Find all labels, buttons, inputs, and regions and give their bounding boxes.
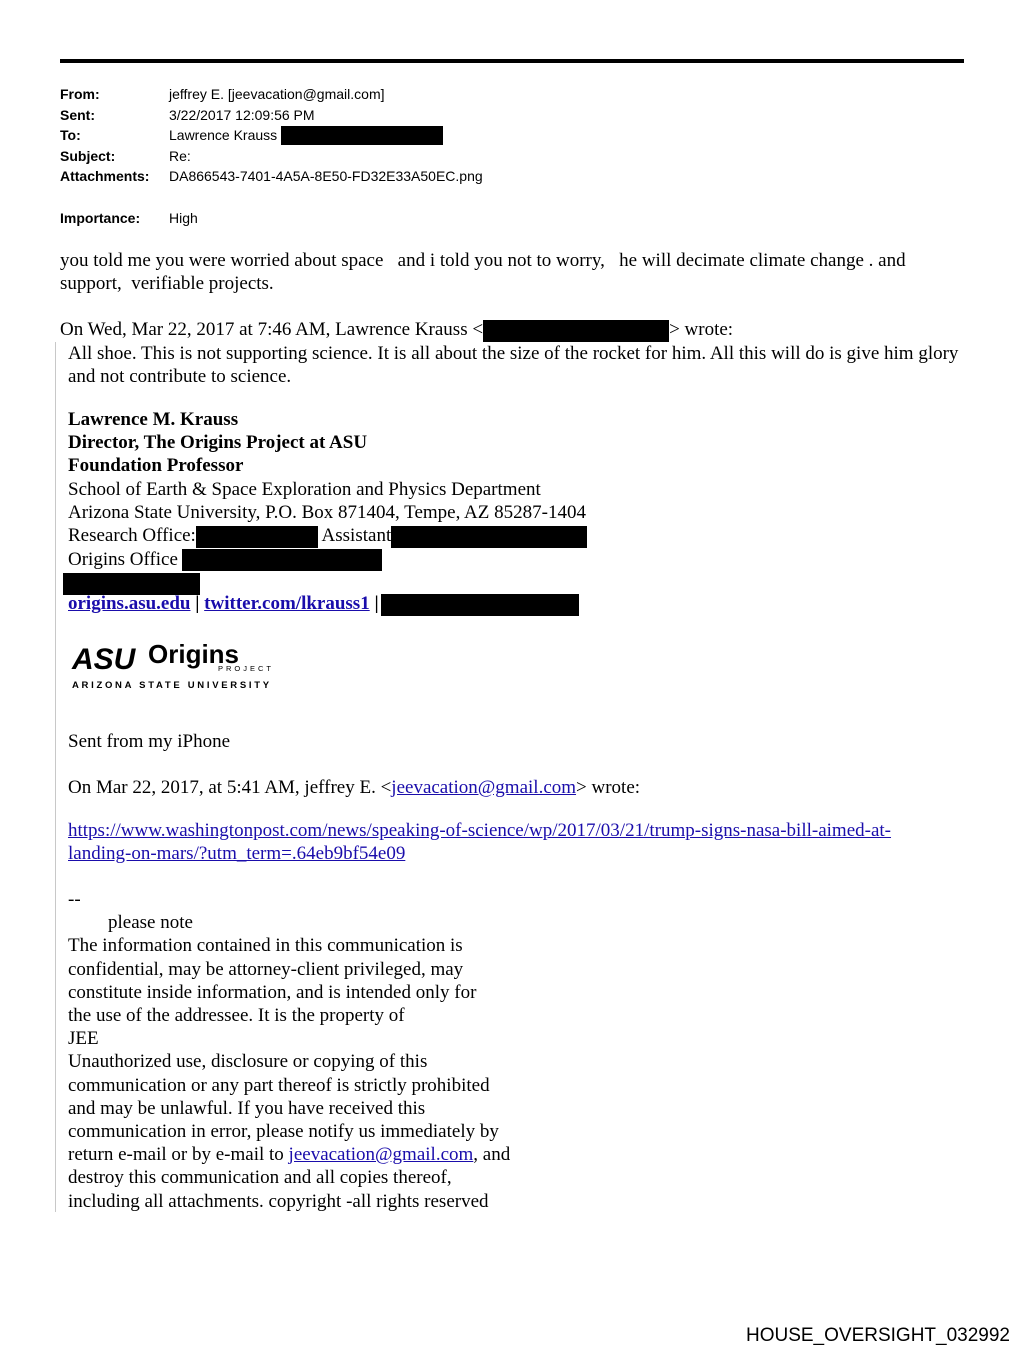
assistant-label: Assistant [321, 525, 392, 547]
disclaimer-line: communication in error, please notify us immediately by [68, 1121, 499, 1143]
sent-from-iphone: Sent from my iPhone [68, 731, 231, 752]
origins-link[interactable]: origins.asu.edu [68, 593, 191, 614]
redaction [196, 526, 318, 548]
redaction [483, 320, 669, 342]
sig-research-row [68, 524, 587, 548]
link-separator: | [195, 593, 200, 614]
logo-university: ARIZONA STATE UNIVERSITY [72, 680, 272, 691]
to-value: Lawrence Krauss [169, 127, 278, 143]
disclaimer-line: confidential, may be attorney-client privileged, may [68, 958, 464, 980]
subject-label: Subject: [60, 147, 116, 164]
logo-asu: ASU [72, 643, 136, 676]
importance-label: Importance: [60, 209, 141, 226]
asu-origins-logo [70, 636, 280, 692]
disclaimer-line: communication or any part thereof is strictly prohibited [68, 1074, 490, 1096]
sent-value: 3/22/2017 12:09:56 PM [169, 106, 315, 123]
quoted-header-suffix: > wrote: [669, 319, 734, 340]
logo-origins: Origins [148, 639, 240, 669]
sig-links [68, 592, 579, 616]
signature [68, 408, 587, 595]
disclaimer-line: Unauthorized use, disclosure or copying of this [68, 1051, 428, 1073]
origins-label: Origins Office [68, 548, 178, 570]
disclaimer-line: and may be unlawful. If you have received this [68, 1097, 426, 1119]
disclaimer-line: including all attachments. copyright -all rights reserved [68, 1190, 489, 1212]
from-value: jeffrey E. [jeevacation@gmail.com] [169, 86, 385, 102]
on-mar-prefix: On Mar 22, 2017, at 5:41 AM, jeffrey E. < [68, 777, 392, 798]
attachments-value: DA866543-7401-4A5A-8E50-FD32E33A50EC.png [169, 168, 483, 184]
redaction [182, 549, 382, 571]
email-headers [60, 84, 483, 228]
article-url-line[interactable]: https://www.washingtonpost.com/news/speaking-of-science/wp/2017/03/21/trump-signs-nasa-bill-aimed-at- [68, 820, 892, 841]
to-label: To: [60, 127, 81, 143]
header-importance [60, 208, 483, 229]
article-url-line[interactable]: landing-on-mars/?utm_term=.64eb9bf54e09 [68, 843, 406, 865]
header-to [60, 125, 483, 146]
header-from [60, 84, 483, 105]
disclaimer-dashes: -- [68, 889, 81, 910]
sig-name: Lawrence M. Krauss [68, 409, 239, 430]
disclaimer-line: The information contained in this communication is [68, 935, 463, 957]
disclaimer-line: JEE [68, 1028, 99, 1050]
disclaimer-text: return e-mail or by e-mail to [68, 1144, 289, 1166]
quote-bar [55, 342, 56, 1212]
quoted-header [60, 318, 733, 342]
sig-dept: School of Earth & Space Exploration and Physics Department [68, 478, 541, 500]
research-label: Research Office: [68, 525, 196, 547]
redaction [381, 594, 579, 616]
attachments-label: Attachments: [60, 168, 150, 184]
disclaimer-text: , and [473, 1144, 511, 1166]
redaction [281, 126, 443, 145]
twitter-link[interactable]: twitter.com/lkrauss1 [204, 593, 370, 614]
article-url[interactable] [68, 819, 948, 865]
reply-line: support, verifiable projects. [60, 273, 274, 295]
sent-label: Sent: [60, 106, 95, 123]
sig-title: Foundation Professor [68, 455, 244, 477]
logo-project: PROJECT [218, 664, 275, 673]
quoted-message: All shoe. This is not supporting science. It is all about the size of the rocket for him. All this will do is give him glory and not contribute to science. [68, 343, 959, 388]
quoted-header-2 [68, 776, 640, 799]
importance-value: High [169, 209, 198, 226]
quoted-header-prefix: On Wed, Mar 22, 2017 at 7:46 AM, Lawrence Krauss < [60, 319, 484, 340]
email-link[interactable]: jeevacation@gmail.com [391, 777, 577, 798]
reply-line: you told me you were worried about space and i told you not to worry, he will decimate climate change . and [60, 250, 906, 271]
link-separator: | [374, 593, 379, 614]
sig-address: Arizona State University, P.O. Box 871404, Tempe, AZ 85287-1404 [68, 501, 586, 523]
from-label: From: [60, 86, 100, 102]
disclaimer-please-note: please note [108, 912, 193, 934]
disclaimer-line [68, 1143, 510, 1166]
disclaimer-line: the use of the addressee. It is the property of [68, 1005, 405, 1027]
subject-value: Re: [169, 147, 191, 164]
email-link[interactable]: jeevacation@gmail.com [288, 1144, 474, 1166]
disclaimer [68, 888, 510, 1213]
sig-title: Director, The Origins Project at ASU [68, 432, 368, 454]
top-rule [60, 59, 964, 63]
redaction [391, 526, 587, 548]
header-sent [60, 105, 483, 126]
bates-number: HOUSE_OVERSIGHT_032992 [745, 1325, 1010, 1346]
on-mar-suffix: > wrote: [576, 777, 641, 798]
header-attachments [60, 166, 483, 187]
disclaimer-line: constitute inside information, and is intended only for [68, 981, 477, 1003]
sig-origins-row [68, 548, 587, 572]
header-subject [60, 146, 483, 167]
disclaimer-line: destroy this communication and all copies thereof, [68, 1167, 452, 1189]
reply-body [60, 249, 970, 295]
